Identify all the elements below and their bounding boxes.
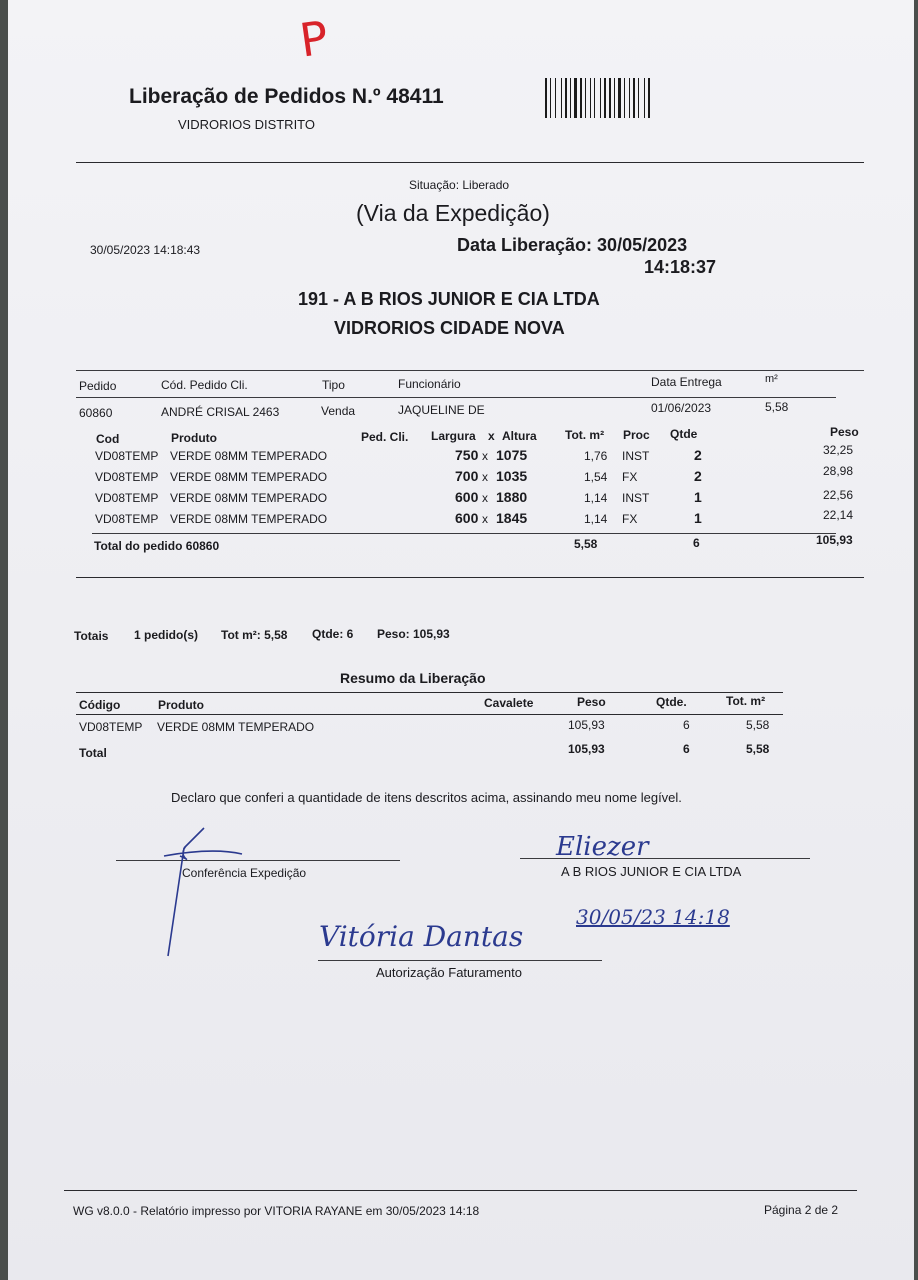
totais-m2: Tot m²: 5,58 xyxy=(221,628,288,642)
col-funcionario: Funcionário xyxy=(398,377,461,391)
item-produto: VERDE 08MM TEMPERADO xyxy=(170,512,328,526)
document-page xyxy=(8,0,914,1280)
handwritten-name: Eliezer xyxy=(556,832,649,862)
barcode-bar xyxy=(580,78,582,118)
footer-rule xyxy=(64,1190,857,1191)
footer-right: Página 2 de 2 xyxy=(764,1203,839,1217)
val-cod-cli: ANDRÉ CRISAL 2463 xyxy=(161,405,280,419)
total-pedido-qtde: 6 xyxy=(693,536,700,550)
barcode-bar xyxy=(555,78,556,118)
sum-col-codigo: Código xyxy=(79,698,121,712)
item-tot-m2: 1,54 xyxy=(584,470,608,484)
item-cod: VD08TEMP xyxy=(95,512,159,526)
item-largura: 750 xyxy=(455,447,479,463)
barcode-bar xyxy=(629,78,630,118)
header-divider xyxy=(76,162,864,163)
item-produto: VERDE 08MM TEMPERADO xyxy=(170,470,328,484)
item-tot-m2: 1,76 xyxy=(584,449,608,463)
order-top-rule xyxy=(76,370,864,371)
col-peso: Peso xyxy=(830,425,859,439)
sum-total-label: Total xyxy=(79,746,107,760)
barcode-bar xyxy=(590,78,591,118)
barcode-bar xyxy=(614,78,615,118)
col-largura: Largura xyxy=(431,429,476,443)
item-produto: VERDE 08MM TEMPERADO xyxy=(170,449,328,463)
col-cod-cli: Cód. Pedido Cli. xyxy=(161,378,248,392)
totais-label: Totais xyxy=(74,629,109,643)
item-tot-m2: 1,14 xyxy=(584,512,608,526)
sum-total-peso: 105,93 xyxy=(568,742,605,756)
declaration-text: Declaro que conferi a quantidade de itens descritos acima, assinando meu nome legível. xyxy=(171,790,682,805)
item-largura: 600 xyxy=(455,489,479,505)
sum-row-produto: VERDE 08MM TEMPERADO xyxy=(157,720,315,734)
handwritten-vitoria: Vitória Dantas xyxy=(319,920,524,953)
sum-col-peso: Peso xyxy=(577,695,606,709)
item-tot-m2: 1,14 xyxy=(584,491,608,505)
barcode-bar xyxy=(574,78,577,118)
handwritten-mark: P xyxy=(296,10,332,68)
item-largura: 700 xyxy=(455,468,479,484)
col-cod: Cod xyxy=(96,432,120,446)
sum-col-qtde: Qtde. xyxy=(656,695,687,709)
item-proc: FX xyxy=(622,470,638,484)
item-peso: 22,56 xyxy=(823,488,854,502)
item-peso: 28,98 xyxy=(823,464,854,478)
sum-row-tot-m2: 5,58 xyxy=(746,718,770,732)
handwritten-date: 30/05/23 14:18 xyxy=(576,905,730,929)
total-pedido-label: Total do pedido 60860 xyxy=(94,539,220,553)
barcode-bar xyxy=(594,78,595,118)
col-proc: Proc xyxy=(623,428,650,442)
client-store: VIDRORIOS CIDADE NOVA xyxy=(334,318,565,338)
item-x: x xyxy=(482,491,488,505)
totais-peso: Peso: 105,93 xyxy=(377,627,450,641)
item-qtde: 2 xyxy=(694,447,702,463)
col-ped-cli: Ped. Cli. xyxy=(361,430,409,444)
data-liberacao-time: 14:18:37 xyxy=(644,257,717,277)
item-x: x xyxy=(482,449,488,463)
barcode-bar xyxy=(600,78,601,118)
sum-col-tot-m2: Tot. m² xyxy=(726,694,766,708)
item-proc: INST xyxy=(622,449,650,463)
printed-at: 30/05/2023 14:18:43 xyxy=(90,243,201,257)
barcode-bar xyxy=(633,78,635,118)
item-peso: 22,14 xyxy=(823,508,854,522)
order-header-rule xyxy=(76,397,836,398)
via-title: (Via da Expedição) xyxy=(356,200,550,226)
barcode xyxy=(545,78,685,118)
barcode-bar xyxy=(648,78,650,118)
item-altura: 1845 xyxy=(496,510,528,526)
col-altura: Altura xyxy=(502,429,537,443)
barcode-bar xyxy=(624,78,625,118)
barcode-bar xyxy=(561,78,562,118)
val-pedido: 60860 xyxy=(79,406,113,420)
barcode-bar xyxy=(604,78,606,118)
item-altura: 1035 xyxy=(496,468,528,484)
total-pedido-m2: 5,58 xyxy=(574,537,598,551)
summary-top-rule xyxy=(76,692,783,693)
item-x: x xyxy=(482,470,488,484)
col-m2: m² xyxy=(765,373,778,385)
sum-row-peso: 105,93 xyxy=(568,718,605,732)
col-pedido: Pedido xyxy=(79,379,117,393)
sum-row-codigo: VD08TEMP xyxy=(79,720,143,734)
items-bottom-rule xyxy=(76,577,864,578)
val-m2: 5,58 xyxy=(765,400,789,414)
totais-pedidos: 1 pedido(s) xyxy=(134,628,199,642)
item-altura: 1880 xyxy=(496,489,528,505)
company-name: VIDRORIOS DISTRITO xyxy=(178,117,315,132)
client-name: 191 - A B RIOS JUNIOR E CIA LTDA xyxy=(298,289,600,309)
item-x: x xyxy=(482,512,488,526)
item-largura: 600 xyxy=(455,510,479,526)
col-data-entrega: Data Entrega xyxy=(651,375,722,389)
barcode-bar xyxy=(565,78,567,118)
label-autorizacao: Autorização Faturamento xyxy=(376,965,522,980)
barcode-bar xyxy=(570,78,571,118)
barcode-bar xyxy=(618,78,621,118)
item-cod: VD08TEMP xyxy=(95,470,159,484)
data-liberacao: Data Liberação: 30/05/2023 xyxy=(457,235,688,255)
item-qtde: 1 xyxy=(694,489,702,505)
col-tot-m2: Tot. m² xyxy=(565,428,605,442)
situacao-text: Situação: Liberado xyxy=(409,178,510,192)
label-conferencia: Conferência Expedição xyxy=(182,866,307,880)
val-data-entrega: 01/06/2023 xyxy=(651,401,712,415)
sum-total-tot-m2: 5,58 xyxy=(746,742,770,756)
total-pedido-peso: 105,93 xyxy=(816,533,853,547)
item-qtde: 2 xyxy=(694,468,702,484)
totais-qtde: Qtde: 6 xyxy=(312,627,354,641)
document-title: Liberação de Pedidos N.º 48411 xyxy=(129,85,444,108)
sum-col-produto: Produto xyxy=(158,698,204,712)
val-tipo: Venda xyxy=(321,404,356,418)
item-cod: VD08TEMP xyxy=(95,491,159,505)
label-company: A B RIOS JUNIOR E CIA LTDA xyxy=(561,864,742,879)
barcode-bar xyxy=(585,78,586,118)
items-total-rule xyxy=(92,533,836,534)
item-altura: 1075 xyxy=(496,447,528,463)
item-proc: INST xyxy=(622,491,650,505)
sum-col-cavalete: Cavalete xyxy=(484,696,534,710)
col-tipo: Tipo xyxy=(322,378,345,392)
item-proc: FX xyxy=(622,512,638,526)
barcode-bar xyxy=(550,78,551,118)
item-peso: 32,25 xyxy=(823,443,854,457)
col-qtde: Qtde xyxy=(670,427,698,441)
item-qtde: 1 xyxy=(694,510,702,526)
signature-line-autorizacao xyxy=(318,960,602,961)
summary-header-rule xyxy=(76,714,783,715)
sum-total-qtde: 6 xyxy=(683,742,690,756)
col-x: x xyxy=(488,429,495,443)
barcode-bar xyxy=(609,78,611,118)
barcode-bar xyxy=(638,78,639,118)
item-produto: VERDE 08MM TEMPERADO xyxy=(170,491,328,505)
footer-left: WG v8.0.0 - Relatório impresso por VITORIA RAYANE em 30/05/2023 14:18 xyxy=(73,1204,480,1218)
barcode-bar xyxy=(644,78,645,118)
col-produto: Produto xyxy=(171,431,217,445)
summary-title: Resumo da Liberação xyxy=(340,670,486,686)
signature-conferencia xyxy=(156,818,246,958)
item-cod: VD08TEMP xyxy=(95,449,159,463)
barcode-bar xyxy=(545,78,547,118)
sum-row-qtde: 6 xyxy=(683,718,690,732)
val-funcionario: JAQUELINE DE xyxy=(398,403,485,417)
